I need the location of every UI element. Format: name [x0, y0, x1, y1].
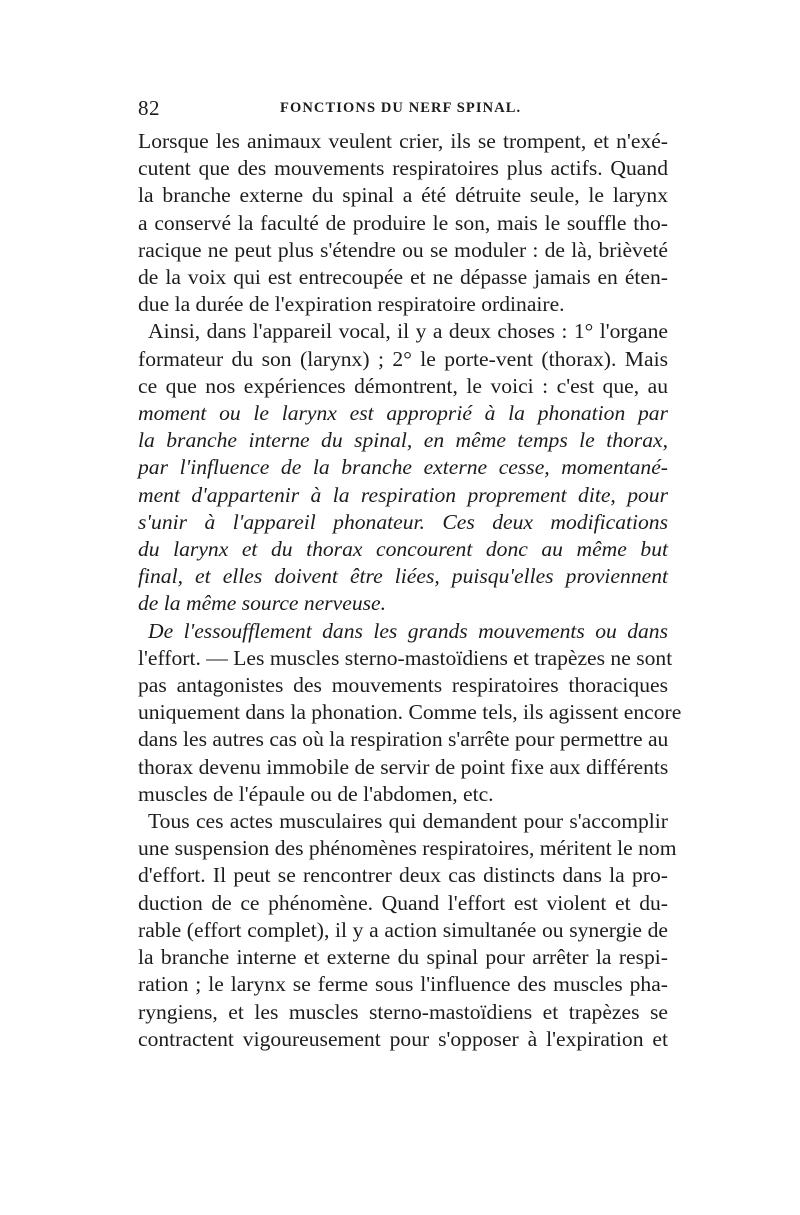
text-line: final, et elles doivent être liées, puisqu'elles proviennent [138, 564, 668, 589]
text-line: l'effort. — Les muscles sterno-mastoïdiens et trapèzes ne sont [138, 645, 673, 670]
text-line: a conservé la faculté de produire le son, mais le souffle tho- [138, 210, 668, 235]
text-line: Tous ces actes musculaires qui demandent pour s'accomplir [148, 809, 668, 834]
text-line: moment ou le larynx est approprié à la phonation par [138, 401, 668, 426]
text-line: la branche interne et externe du spinal pour arrêter la respi- [138, 945, 668, 970]
text-line: du larynx et du thorax concourent donc au même but [138, 537, 668, 562]
text-line: cutent que des mouvements respiratoires plus actifs. Quand [138, 156, 668, 181]
text-line: de la voix qui est entrecoupée et ne dépasse jamais en éten- [138, 265, 668, 290]
text-line: pas antagonistes des mouvements respiratoires thoraciques [138, 673, 668, 698]
text-line: Lorsque les animaux veulent crier, ils se trompent, et n'exé- [138, 129, 668, 153]
text-line: racique ne peut plus s'étendre ou se moduler : de là, brièveté [138, 237, 668, 262]
paragraph-2 [138, 318, 668, 617]
text-line: par l'influence de la branche externe cesse, momentané- [138, 455, 668, 480]
text-line: d'effort. Il peut se rencontrer deux cas distincts dans la pro- [138, 863, 668, 888]
text-line: s'unir à l'appareil phonateur. Ces deux modifications [138, 509, 668, 534]
text-line: ryngiens, et les muscles sterno-mastoïdiens et trapèzes se [138, 999, 668, 1024]
text-line: la branche interne du spinal, en même temps le thorax, [138, 428, 668, 453]
paragraph-1 [138, 128, 668, 318]
text-line: duction de ce phénomène. Quand l'effort est violent et du- [138, 890, 668, 915]
text-line: ce que nos expériences démontrent, le voici : c'est que, au [138, 373, 668, 398]
page-number: 82 [138, 96, 160, 120]
running-title: FONCTIONS DU NERF SPINAL. [280, 100, 522, 116]
text-line: due la durée de l'expiration respiratoire ordinaire. [138, 292, 565, 317]
text-line: ration ; le larynx se ferme sous l'influence des muscles pha- [138, 972, 668, 997]
text-line: muscles de l'épaule ou de l'abdomen, etc. [138, 781, 494, 806]
text-line: Ainsi, dans l'appareil vocal, il y a deux choses : 1° l'organe [148, 319, 668, 344]
text-line: rable (effort complet), il y a action simultanée ou synergie de [138, 917, 668, 942]
book-page [138, 96, 682, 1053]
text-line: contractent vigoureusement pour s'opposer à l'expiration et [138, 1026, 668, 1051]
page-header [138, 96, 668, 122]
text-line: uniquement dans la phonation. Comme tels, ils agissent encore [138, 700, 682, 725]
text-line: de la même source nerveuse. [138, 591, 387, 616]
paragraph-3 [138, 618, 682, 808]
text-line: dans les autres cas où la respiration s'arrête pour permettre au [138, 727, 669, 752]
paragraph-4 [138, 808, 677, 1053]
text-line: ment d'appartenir à la respiration proprement dite, pour [138, 482, 668, 507]
text-line: thorax devenu immobile de servir de point fixe aux différents [138, 754, 669, 779]
text-line: formateur du son (larynx) ; 2° le porte-vent (thorax). Mais [138, 346, 668, 371]
text-line: une suspension des phénomènes respiratoires, méritent le nom [138, 836, 677, 861]
text-line: De l'essoufflement dans les grands mouvements ou dans [148, 618, 668, 643]
text-line: la branche externe du spinal a été détruite seule, le larynx [138, 183, 668, 208]
